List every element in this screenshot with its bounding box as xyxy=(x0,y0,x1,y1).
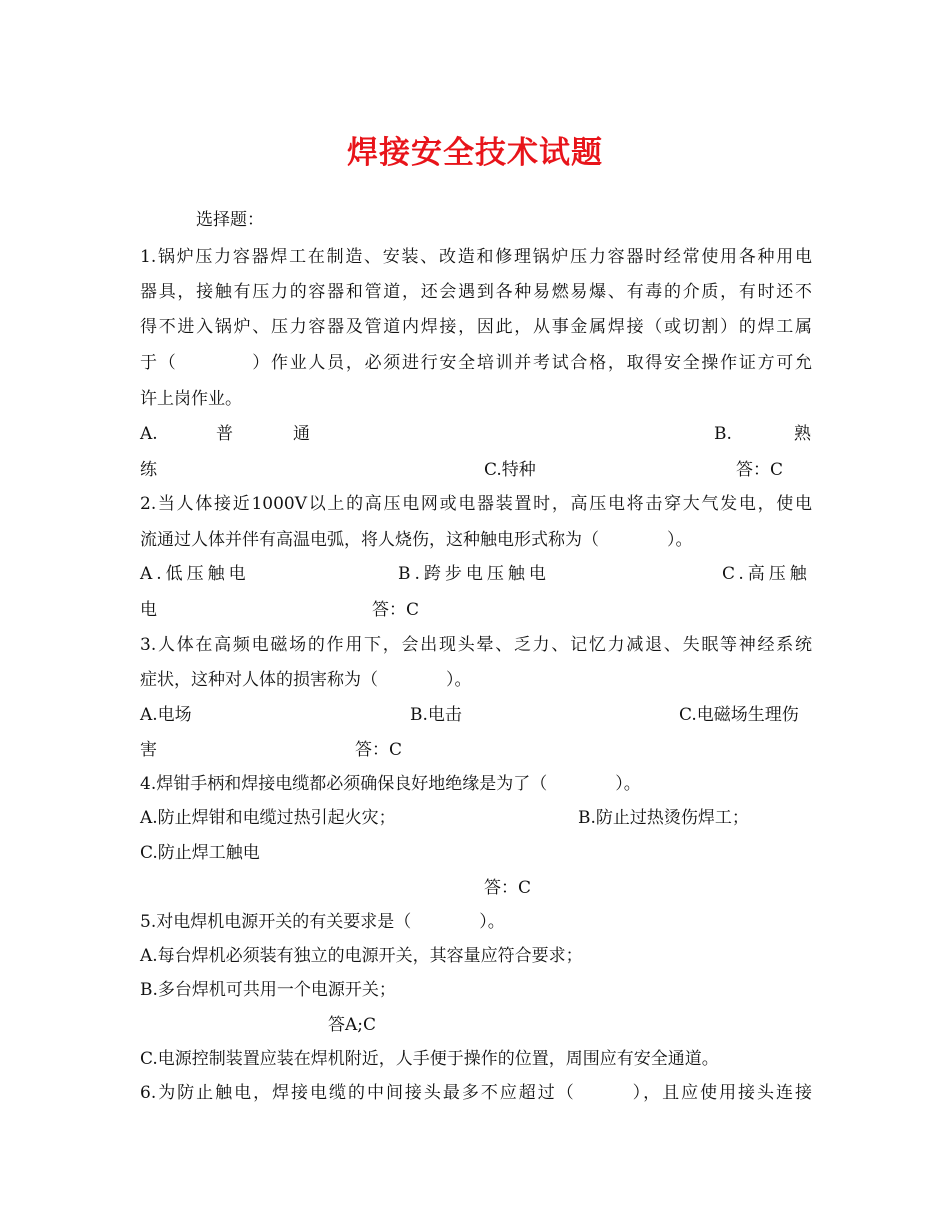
q6-question: 6.为防止触电，焊接电缆的中间接头最多不应超过（ ），且应使用接头连接 xyxy=(140,1083,812,1103)
q3-line-1: 3.人体在高频电磁场的作用下，会出现头晕、乏力、记忆力减退、失眠等神经系统 xyxy=(140,635,812,655)
q2-option-c-wrap: 电 xyxy=(140,600,157,620)
q3-option-c-wrap: 害 xyxy=(140,740,157,760)
q2-line-2: 流通过人体并伴有高温电弧，将人烧伤，这种触电形式称为（ ）。 xyxy=(140,530,693,550)
q3-line-2: 症状，这种对人体的损害称为（ ）。 xyxy=(140,670,472,690)
q5-question: 5.对电焊机电源开关的有关要求是（ ）。 xyxy=(140,912,505,932)
q2-option-b: B.跨步电压触电 xyxy=(398,564,550,584)
document-title: 焊接安全技术试题 xyxy=(347,135,603,171)
q5-option-c: C.电源控制装置应装在焊机附近，人手便于操作的位置，周围应有安全通道。 xyxy=(140,1049,719,1069)
q3-option-c: C.电磁场生理伤 xyxy=(679,705,799,725)
q4-option-c: C.防止焊工触电 xyxy=(140,843,260,863)
q2-option-a: A.低压触电 xyxy=(140,564,250,584)
q1-option-c: C.特种 xyxy=(484,460,536,480)
q1-option-b-letter: B. xyxy=(714,424,732,444)
q1-option-b-char-1: 熟 xyxy=(794,424,811,444)
q1-option-b-char-2: 练 xyxy=(140,460,157,480)
q3-option-b: B.电击 xyxy=(410,705,462,725)
q3-option-a: A.电场 xyxy=(140,705,192,725)
q5-option-b: B.多台焊机可共用一个电源开关； xyxy=(140,980,396,1000)
q4-question: 4.焊钳手柄和焊接电缆都必须确保良好地绝缘是为了（ ）。 xyxy=(140,774,641,794)
q1-option-a-char-2: 通 xyxy=(293,424,310,444)
q1-option-a-char-1: 普 xyxy=(216,424,233,444)
q1-line-2: 器具，接触有压力的容器和管道，还会遇到各种易燃易爆、有毒的介质，有时还不 xyxy=(140,282,812,302)
q1-option-a-letter: A. xyxy=(140,424,158,444)
q1-line-1: 1.锅炉压力容器焊工在制造、安装、改造和修理锅炉压力容器时经常使用各种用电 xyxy=(140,247,812,267)
q5-option-a: A.每台焊机必须装有独立的电源开关，其容量应符合要求； xyxy=(140,946,583,966)
q5-answer: 答A;C xyxy=(328,1015,377,1035)
q2-option-c: C.高压触 xyxy=(722,564,811,584)
section-heading: 选择题： xyxy=(196,210,264,230)
q1-line-3: 得不进入锅炉、压力容器及管道内焊接，因此，从事金属焊接（或切割）的焊工属 xyxy=(140,317,812,337)
q4-answer: 答：C xyxy=(484,878,532,898)
q1-line-4: 于（ ）作业人员，必须进行安全培训并考试合格，取得安全操作证方可允 xyxy=(140,353,812,373)
q4-option-b: B.防止过热烫伤焊工； xyxy=(578,808,749,828)
q1-line-5: 许上岗作业。 xyxy=(140,389,242,409)
q2-answer: 答：C xyxy=(372,600,420,620)
q4-option-a: A.防止焊钳和电缆过热引起火灾； xyxy=(140,808,396,828)
q1-answer: 答：C xyxy=(736,460,784,480)
q2-line-1: 2.当人体接近1000V以上的高压电网或电器装置时，高压电将击穿大气发电，使电 xyxy=(140,494,812,514)
q3-answer: 答：C xyxy=(355,740,403,760)
